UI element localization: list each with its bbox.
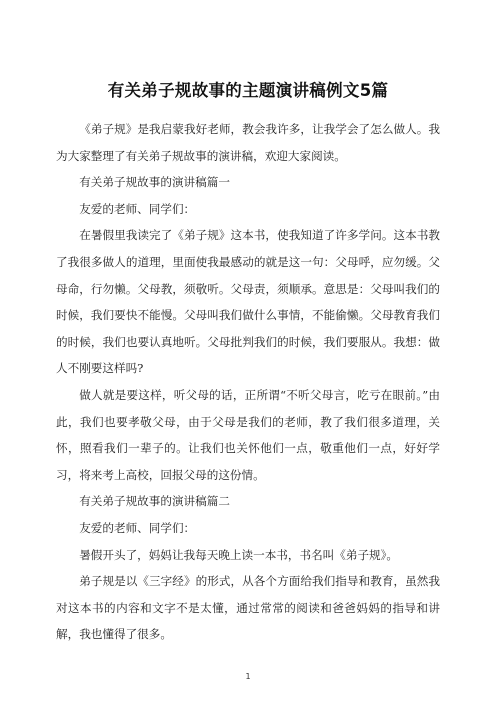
section-heading: 有关弟子规故事的演讲稿篇二 [79,494,230,509]
body-paragraph: 在暑假里我读完了《弟子规》这本书，使我知道了许多学问。这本书教了我很多做人的道理，里面使我最感动的就是这一句：父母呼，应勿缓。父母命，行勿懒。父母教，须敬听。父母责，须顺承。意思是：父母叫我们的时候，我们要快不能慢。父母叫我们做什么事情，不能偷懒。父母教育我们的时候，我们也要认真地听。父母批判我们的时候，我们要服从。我想：做人不刚要这样吗? [56,228,440,376]
document-body [56,116,440,648]
body-paragraph: 做人就是要这样，听父母的话，正所谓“不听父母言，吃亏在眼前。”由此，我们也要孝敬父母，由于父母是我们的老师，教了我们很多道理，关怀，照看我们一辈子的。让我们也关怀他们一点，敬重他们一点，好好学习，将来考上高校，回报父母的这份情。 [56,387,440,482]
document-title: 有关弟子规故事的主题演讲稿例文5篇 [107,81,389,100]
section-heading: 有关弟子规故事的演讲稿篇一 [79,175,230,190]
intro-paragraph: 《弟子规》是我启蒙我好老师，教会我许多，让我学会了怎么做人。我为大家整理了有关弟子规故事的演讲稿，欢迎大家阅读。 [56,122,440,163]
salutation: 友爱的老师、同学们： [79,520,196,535]
salutation: 友爱的老师、同学们： [79,201,196,216]
body-paragraph: 暑假开头了，妈妈让我每天晚上读一本书，书名叫《弟子规》。 [79,547,399,562]
page-number: 1 [245,672,251,681]
body-paragraph: 弟子规是以《三字经》的形式，从各个方面给我们指导和教育，虽然我对这本书的内容和文字不是太懂，通过常常的阅读和爸爸妈妈的指导和讲解，我也懂得了很多。 [56,574,440,642]
